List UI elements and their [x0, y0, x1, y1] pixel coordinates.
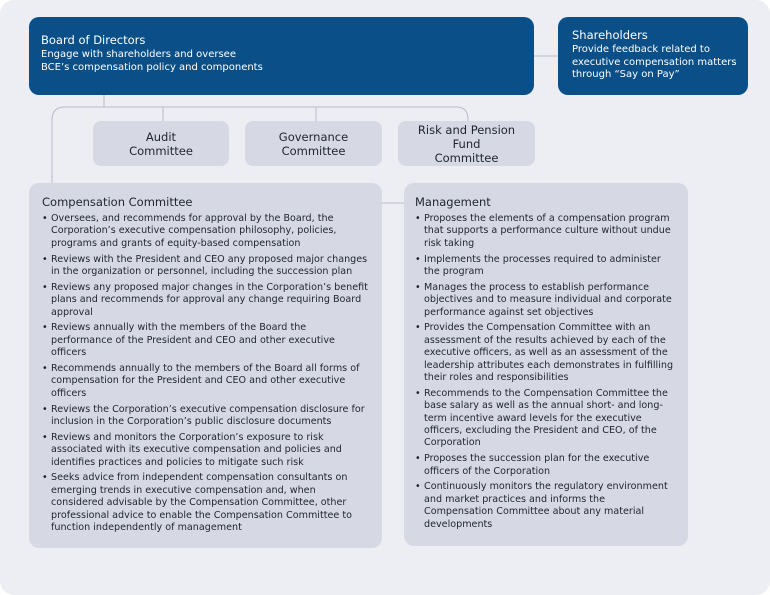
list-item: [42, 432, 370, 469]
list-item: [42, 322, 370, 359]
bullet-icon: •: [415, 281, 421, 293]
bullet-icon: •: [415, 322, 421, 334]
management-box: [404, 183, 688, 546]
bullet-icon: •: [415, 387, 421, 399]
compensation-committee-title: Compensation Committee: [42, 195, 193, 209]
bullet-icon: •: [415, 481, 421, 493]
list-item: [42, 254, 370, 279]
audit-committee-label: Audit: [145, 129, 177, 144]
management-title: Management: [415, 195, 491, 209]
bullet-icon: •: [42, 281, 48, 293]
list-item-text: Reviews the Corporation’s executive compensation disclosure for inclusion in the Corporation’s public disclosure documents: [51, 403, 365, 428]
board-title: Board of Directors: [41, 33, 146, 47]
list-item: [415, 481, 676, 531]
list-item-text: Seeks advice from independent compensation consultants on emerging trends in executive compensation and, when considered advisable by the Compensation Committee, other professional advice to enable the Compensation Committee to function independently of management: [51, 472, 352, 534]
bullet-icon: •: [415, 453, 421, 465]
board-description: [41, 49, 522, 74]
bullet-icon: •: [42, 431, 48, 443]
list-item: [415, 254, 676, 279]
list-item-text: Implements the processes required to administer the program: [424, 253, 661, 278]
list-item-text: Proposes the succession plan for the executive officers of the Corporation: [424, 453, 650, 477]
list-item-text: Reviews and monitors the Corporation’s exposure to risk associated with its executive compensation and policies and identifies practices and policies to mitigate such risk: [51, 431, 342, 468]
bullet-icon: •: [42, 363, 48, 375]
list-item-text: Manages the process to establish performance objectives and to measure individual and corporate performance against set objectives: [424, 281, 672, 318]
board-desc-line: BCE’s compensation policy and components: [41, 61, 263, 73]
audit-committee-label: Committee: [129, 143, 193, 158]
list-item-text: Continuously monitors the regulatory environment and market practices and informs the Compensation Committee about any material developments: [424, 481, 668, 530]
compensation-committee-box: [29, 183, 382, 548]
list-item-text: Reviews any proposed major changes in the Corporation’s benefit plans and recommends for approval any change requiring Board approval: [51, 281, 368, 318]
list-item: [415, 213, 676, 250]
risk-pension-committee-label: Risk and Pension Fund: [417, 122, 516, 151]
list-item: [42, 213, 370, 250]
list-item: [415, 388, 676, 450]
governance-committee-box: [245, 121, 382, 166]
list-item: [42, 472, 370, 534]
risk-pension-committee-box: [398, 121, 535, 166]
board-of-directors-box: [29, 17, 534, 95]
shareholders-description: [572, 44, 738, 82]
shareholders-desc-line: through “Say on Pay”: [572, 69, 680, 80]
bullet-icon: •: [42, 253, 48, 265]
shareholders-desc-line: executive compensation matters: [572, 56, 737, 68]
management-list: [415, 213, 676, 531]
list-item-text: Recommends to the Compensation Committee the base salary as well as the annual short- and long-term incentive award levels for the executive officers, excluding the President and CEO, of the Corporation: [424, 387, 668, 449]
shareholders-title: Shareholders: [572, 28, 648, 42]
list-item: [415, 322, 676, 384]
risk-pension-committee-label: Committee: [434, 150, 499, 165]
list-item: [415, 282, 676, 319]
list-item: [415, 453, 676, 478]
list-item-text: Provides the Compensation Committee with an assessment of the results achieved by each of the executive officers, as well as an assessment of the leadership attributes each demonstrates in fulfilling their roles and responsibilities: [424, 322, 674, 384]
audit-committee-box: [93, 121, 229, 166]
bullet-icon: •: [415, 253, 421, 265]
governance-committee-label: Committee: [281, 143, 346, 158]
board-desc-line: Engage with shareholders and oversee: [41, 49, 236, 60]
bullet-icon: •: [42, 472, 48, 484]
list-item-text: Recommends annually to the members of the Board all forms of compensation for the President and CEO and other executive officers: [51, 363, 360, 399]
compensation-committee-list: [42, 213, 370, 534]
bullet-icon: •: [42, 213, 48, 224]
list-item: [42, 404, 370, 429]
list-item: [42, 282, 370, 319]
list-item-text: Reviews annually with the members of the Board the performance of the President and CEO and other executive officers: [51, 322, 335, 359]
list-item-text: Proposes the elements of a compensation program that supports a performance culture without undue risk taking: [424, 213, 671, 249]
bullet-icon: •: [415, 213, 421, 224]
list-item-text: Oversees, and recommends for approval by the Board, the Corporation’s executive compensation philosophy, policies, programs and grants of equity-based compensation: [51, 213, 337, 249]
bullet-icon: •: [42, 322, 48, 334]
list-item: [42, 363, 370, 400]
bullet-icon: •: [42, 403, 48, 415]
shareholders-box: [558, 17, 748, 95]
governance-committee-label: Governance: [278, 129, 349, 144]
shareholders-desc-line: Provide feedback related to: [572, 44, 710, 55]
list-item-text: Reviews with the President and CEO any proposed major changes in the organization or personnel, including the succession plan: [51, 253, 368, 278]
